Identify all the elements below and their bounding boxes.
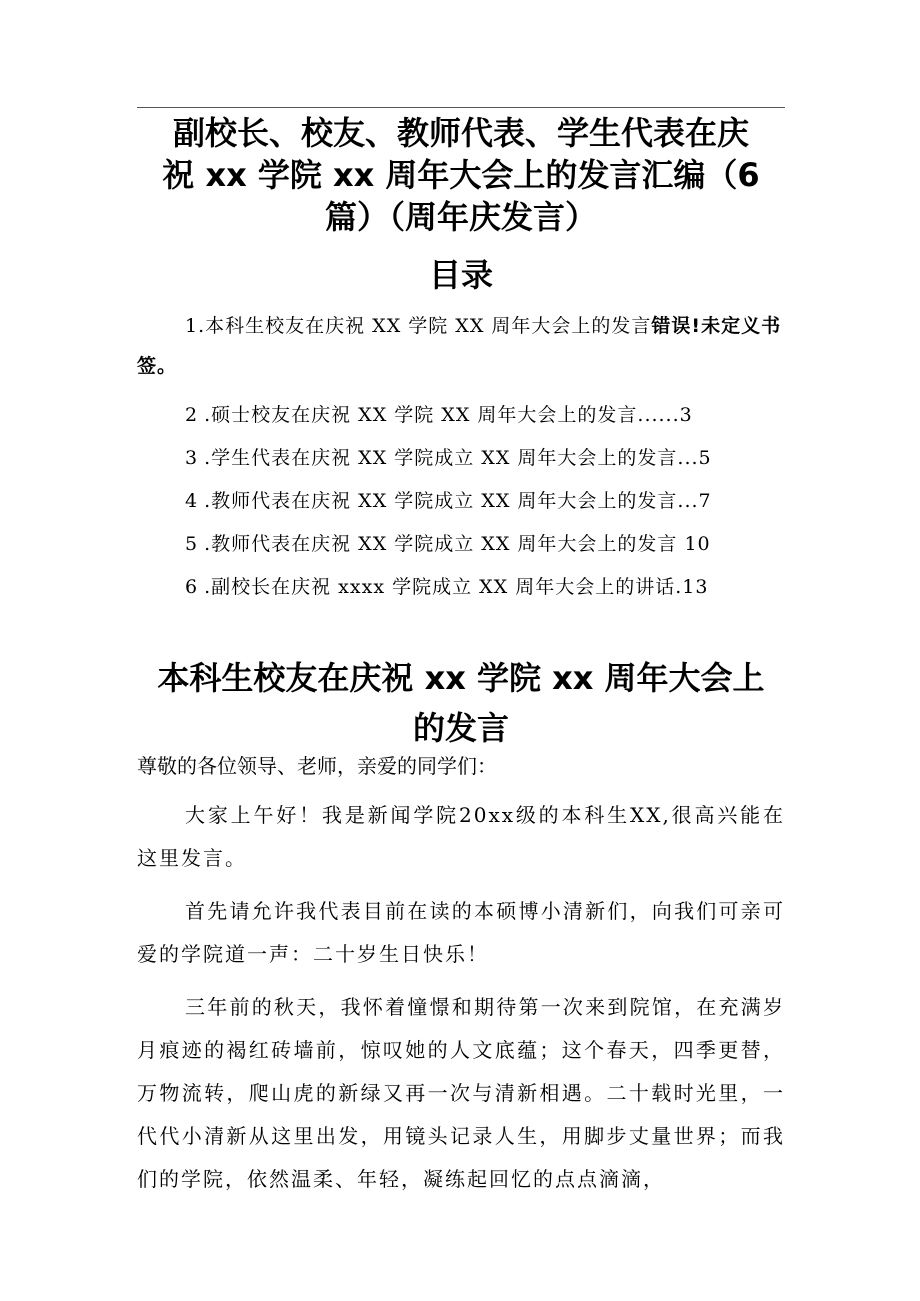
toc-entry-6[interactable] [137, 566, 785, 609]
paragraph: 首先请允许我代表目前在读的本硕博小清新们，向我们可亲可爱的学院道一声：二十岁生日快乐！ [137, 899, 785, 966]
toc-entry-number: 6 [185, 576, 199, 598]
toc-entry-text: .教师代表在庆祝 XX 学院成立 XX 周年大会上的发言...7 [204, 490, 712, 512]
toc-entry-text: .教师代表在庆祝 XX 学院成立 XX 周年大会上的发言 10 [204, 533, 711, 555]
toc-entry-number: 5 [185, 533, 199, 555]
toc-entry-text: 1.本科生校友在庆祝 XX 学院 XX 周年大会上的发言 [185, 315, 652, 337]
toc-entry-number: 2 [185, 404, 199, 426]
table-of-contents [137, 306, 785, 609]
toc-list [137, 394, 785, 609]
toc-heading: 目录 [428, 256, 493, 294]
speech-body [137, 750, 785, 1211]
toc-entry-number: 4 [185, 490, 199, 512]
toc-entry-5[interactable] [137, 523, 785, 566]
header-rule [137, 107, 785, 108]
toc-entry-4[interactable] [137, 480, 785, 523]
section-title-line: 本科生校友在庆祝 xx 学院 xx 周年大会上 [157, 659, 765, 697]
toc-entry-3[interactable] [137, 437, 785, 480]
section-title [137, 653, 785, 753]
paragraph: 三年前的秋天，我怀着憧憬和期待第一次来到院馆，在充满岁月痕迹的褐红砖墙前，惊叹她的人文底蕴；这个春天，四季更替，万物流转，爬山虎的新绿又再一次与清新相遇。二十载时光里，一代代小清新从这里出发，用镜头记录人生，用脚步丈量世界；而我们的学院，依然温柔、年轻，凝练起回忆的点点滴滴， [137, 995, 785, 1191]
toc-entry-text: .学生代表在庆祝 XX 学院成立 XX 周年大会上的发言...5 [204, 447, 712, 469]
document-title-line: 篇）（周年庆发言） [324, 198, 597, 236]
toc-entry-text: .副校长在庆祝 xxxx 学院成立 XX 周年大会上的讲话.13 [204, 576, 709, 598]
toc-entry-text: .硕士校友在庆祝 XX 学院 XX 周年大会上的发言......3 [204, 404, 693, 426]
toc-entry-1[interactable] [137, 306, 785, 386]
paragraph: 大家上午好！我是新闻学院20xx级的本科生XX,很高兴能在这里发言。 [137, 803, 785, 870]
toc-entry-number: 3 [185, 447, 199, 469]
document-title [137, 112, 785, 238]
salutation: 尊敬的各位领导、老师，亲爱的同学们： [137, 754, 497, 778]
toc-bookmark-error: 错误!未定义书签。 [137, 315, 782, 377]
document-title-line: 祝 xx 学院 xx 周年大会上的发言汇编（6 [162, 156, 760, 194]
document-title-line: 副校长、校友、教师代表、学生代表在庆 [172, 114, 749, 152]
section-title-line: 的发言 [412, 709, 509, 747]
toc-entry-2[interactable] [137, 394, 785, 437]
